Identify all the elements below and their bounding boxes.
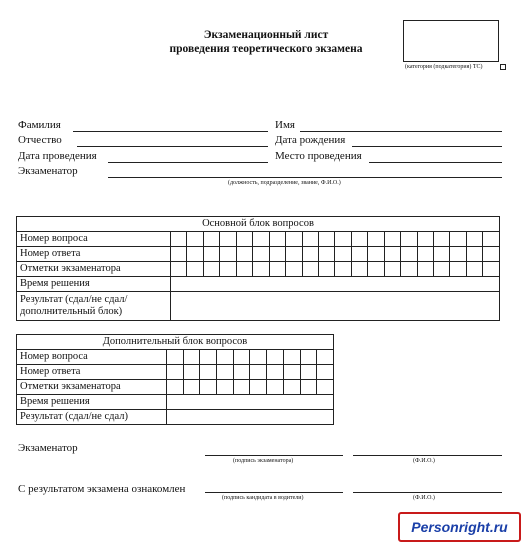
main-answer-cell[interactable] (187, 232, 203, 247)
examiner-fio-caption: (Ф.И.О.) (413, 458, 435, 464)
extra-answer-cell[interactable] (217, 365, 234, 380)
main-row-label-answer-number: Номер ответа (17, 247, 171, 262)
extra-answer-cell[interactable] (317, 350, 334, 365)
extra-answer-cell[interactable] (300, 365, 317, 380)
main-answer-cell[interactable] (434, 247, 450, 262)
main-answer-cell[interactable] (368, 232, 384, 247)
site-watermark-badge (398, 512, 521, 542)
main-row-label-result (17, 292, 171, 321)
examiner-label: Экзаменатор (18, 165, 78, 177)
exam-date-field[interactable] (108, 162, 268, 163)
main-answer-cell[interactable] (417, 247, 433, 262)
category-stamp-box (403, 20, 499, 62)
main-answer-cell[interactable] (351, 262, 367, 277)
main-answer-cell[interactable] (253, 262, 269, 277)
main-row-label-solve-time: Время решения (17, 277, 171, 292)
main-result-line2: дополнительный блок) (20, 306, 123, 317)
main-answer-cell[interactable] (187, 262, 203, 277)
main-answer-cell[interactable] (401, 232, 417, 247)
main-answer-cell[interactable] (236, 232, 252, 247)
extra-answer-cell[interactable] (200, 350, 217, 365)
main-answer-cell[interactable] (187, 247, 203, 262)
main-answer-cell[interactable] (466, 247, 482, 262)
extra-row-label-answer-number: Номер ответа (17, 365, 167, 380)
acquainted-label: С результатом экзамена ознакомлен (18, 483, 186, 495)
extra-answer-cell[interactable] (233, 380, 250, 395)
extra-row-label-examiner-marks: Отметки экзаменатора (17, 380, 167, 395)
main-answer-cell[interactable] (318, 262, 334, 277)
main-answer-cell[interactable] (269, 247, 285, 262)
extra-answer-cell[interactable] (300, 350, 317, 365)
table-row (17, 277, 500, 292)
extra-answer-cell[interactable] (233, 350, 250, 365)
patronymic-label: Отчество (18, 134, 62, 146)
main-answer-cell[interactable] (466, 262, 482, 277)
main-answer-cell[interactable] (351, 232, 367, 247)
main-answer-cell[interactable] (220, 232, 236, 247)
main-answer-cell[interactable] (483, 262, 500, 277)
main-answer-cell[interactable] (368, 247, 384, 262)
extra-row-label-solve-time: Время решения (17, 395, 167, 410)
examiner-signature-caption: (подпись экзаменатора) (233, 458, 294, 464)
exam-place-field[interactable] (369, 162, 502, 163)
main-answer-cell[interactable] (335, 247, 351, 262)
main-answer-cell[interactable] (483, 247, 500, 262)
category-checkbox[interactable] (500, 64, 506, 70)
main-answer-cell[interactable] (417, 262, 433, 277)
surname-label: Фамилия (18, 119, 61, 131)
extra-answer-cell[interactable] (300, 380, 317, 395)
main-answer-cell[interactable] (302, 232, 318, 247)
extra-answer-cell[interactable] (267, 380, 284, 395)
patronymic-field[interactable] (77, 146, 268, 147)
main-answer-cell[interactable] (318, 247, 334, 262)
extra-answer-cell[interactable] (250, 365, 267, 380)
form-title-line1: Экзаменационный лист (203, 29, 329, 41)
main-answer-cell[interactable] (450, 232, 466, 247)
main-questions-table (16, 216, 500, 321)
table-row (17, 262, 500, 277)
main-answer-cell[interactable] (171, 247, 187, 262)
name-field[interactable] (300, 131, 502, 132)
extra-answer-cell[interactable] (167, 350, 184, 365)
table-row (17, 365, 334, 380)
main-answer-cell[interactable] (318, 232, 334, 247)
main-answer-cell[interactable] (253, 232, 269, 247)
main-answer-cell[interactable] (269, 232, 285, 247)
main-answer-cell[interactable] (466, 232, 482, 247)
main-answer-cell[interactable] (335, 262, 351, 277)
surname-field[interactable] (73, 131, 268, 132)
main-answer-cell[interactable] (220, 262, 236, 277)
main-answer-cell[interactable] (220, 247, 236, 262)
main-row-label-examiner-marks: Отметки экзаменатора (17, 262, 171, 277)
extra-answer-cell[interactable] (217, 350, 234, 365)
extra-row-label-result: Результат (сдал/не сдал) (17, 410, 167, 425)
main-answer-cell[interactable] (450, 262, 466, 277)
extra-answer-cell[interactable] (250, 350, 267, 365)
main-row-label-question-number: Номер вопроса (17, 232, 171, 247)
candidate-fio-caption: (Ф.И.О.) (413, 495, 435, 501)
main-answer-cell[interactable] (401, 247, 417, 262)
main-answer-cell[interactable] (203, 262, 219, 277)
main-answer-cell[interactable] (286, 247, 302, 262)
examiner-caption: (должность, подразделение, звание, Ф.И.О.) (228, 180, 341, 186)
main-answer-cell[interactable] (203, 232, 219, 247)
table-row (17, 292, 500, 321)
main-answer-cell[interactable] (236, 247, 252, 262)
extra-answer-cell[interactable] (317, 380, 334, 395)
exam-place-label: Место проведения (275, 150, 362, 162)
extra-answer-cell[interactable] (267, 350, 284, 365)
extra-answer-cell[interactable] (217, 380, 234, 395)
extra-answer-cell[interactable] (167, 365, 184, 380)
extra-questions-table (16, 334, 334, 425)
candidate-signature-field[interactable] (205, 492, 343, 493)
form-title-line2: проведения теоретического экзамена (169, 43, 363, 55)
examiner-fio-field[interactable] (353, 455, 502, 456)
extra-answer-cell[interactable] (167, 380, 184, 395)
extra-answer-cell[interactable] (267, 365, 284, 380)
extra-row-label-question-number: Номер вопроса (17, 350, 167, 365)
extra-solve-time-cell[interactable] (167, 395, 334, 410)
main-answer-cell[interactable] (351, 247, 367, 262)
extra-answer-cell[interactable] (200, 380, 217, 395)
site-watermark-text: Personright.ru (411, 519, 508, 535)
main-result-cell[interactable] (171, 292, 500, 321)
extra-answer-cell[interactable] (183, 350, 200, 365)
table-row (17, 350, 334, 365)
table-row (17, 395, 334, 410)
table-row (17, 247, 500, 262)
table-row (17, 380, 334, 395)
main-answer-cell[interactable] (450, 247, 466, 262)
extra-answer-cell[interactable] (250, 380, 267, 395)
main-answer-cell[interactable] (335, 232, 351, 247)
examiner-field[interactable] (108, 177, 502, 178)
main-answer-cell[interactable] (236, 262, 252, 277)
birth-date-label: Дата рождения (275, 134, 346, 146)
extra-answer-cell[interactable] (200, 365, 217, 380)
signature-examiner-label: Экзаменатор (18, 442, 78, 454)
main-answer-cell[interactable] (286, 232, 302, 247)
main-answer-cell[interactable] (253, 247, 269, 262)
extra-answer-cell[interactable] (183, 380, 200, 395)
main-solve-time-cell[interactable] (171, 277, 500, 292)
main-answer-cell[interactable] (384, 232, 400, 247)
main-answer-cell[interactable] (384, 247, 400, 262)
table-row (17, 410, 334, 425)
extra-answer-cell[interactable] (233, 365, 250, 380)
main-block-title: Основной блок вопросов (17, 217, 500, 232)
main-answer-cell[interactable] (269, 262, 285, 277)
main-answer-cell[interactable] (434, 262, 450, 277)
extra-block-title: Дополнительный блок вопросов (17, 335, 334, 350)
category-caption: (категория (подкатегория) ТС) (405, 64, 483, 70)
main-answer-cell[interactable] (368, 262, 384, 277)
main-answer-cell[interactable] (417, 232, 433, 247)
main-answer-cell[interactable] (401, 262, 417, 277)
table-row (17, 232, 500, 247)
candidate-signature-caption: (подпись кандидата в водители) (222, 495, 304, 501)
main-answer-cell[interactable] (203, 247, 219, 262)
name-label: Имя (275, 119, 295, 131)
extra-answer-cell[interactable] (283, 365, 300, 380)
extra-answer-cell[interactable] (283, 380, 300, 395)
birth-date-field[interactable] (352, 146, 502, 147)
extra-answer-cell[interactable] (183, 365, 200, 380)
extra-answer-cell[interactable] (317, 365, 334, 380)
main-result-line1: Результат (сдал/не сдал/ (20, 294, 128, 305)
main-answer-cell[interactable] (384, 262, 400, 277)
extra-result-cell[interactable] (167, 410, 334, 425)
main-answer-cell[interactable] (286, 262, 302, 277)
extra-answer-cell[interactable] (283, 350, 300, 365)
main-answer-cell[interactable] (483, 232, 500, 247)
candidate-fio-field[interactable] (353, 492, 502, 493)
main-answer-cell[interactable] (302, 262, 318, 277)
exam-date-label: Дата проведения (18, 150, 97, 162)
main-answer-cell[interactable] (171, 232, 187, 247)
main-answer-cell[interactable] (302, 247, 318, 262)
main-answer-cell[interactable] (171, 262, 187, 277)
main-answer-cell[interactable] (434, 232, 450, 247)
examiner-signature-field[interactable] (205, 455, 343, 456)
